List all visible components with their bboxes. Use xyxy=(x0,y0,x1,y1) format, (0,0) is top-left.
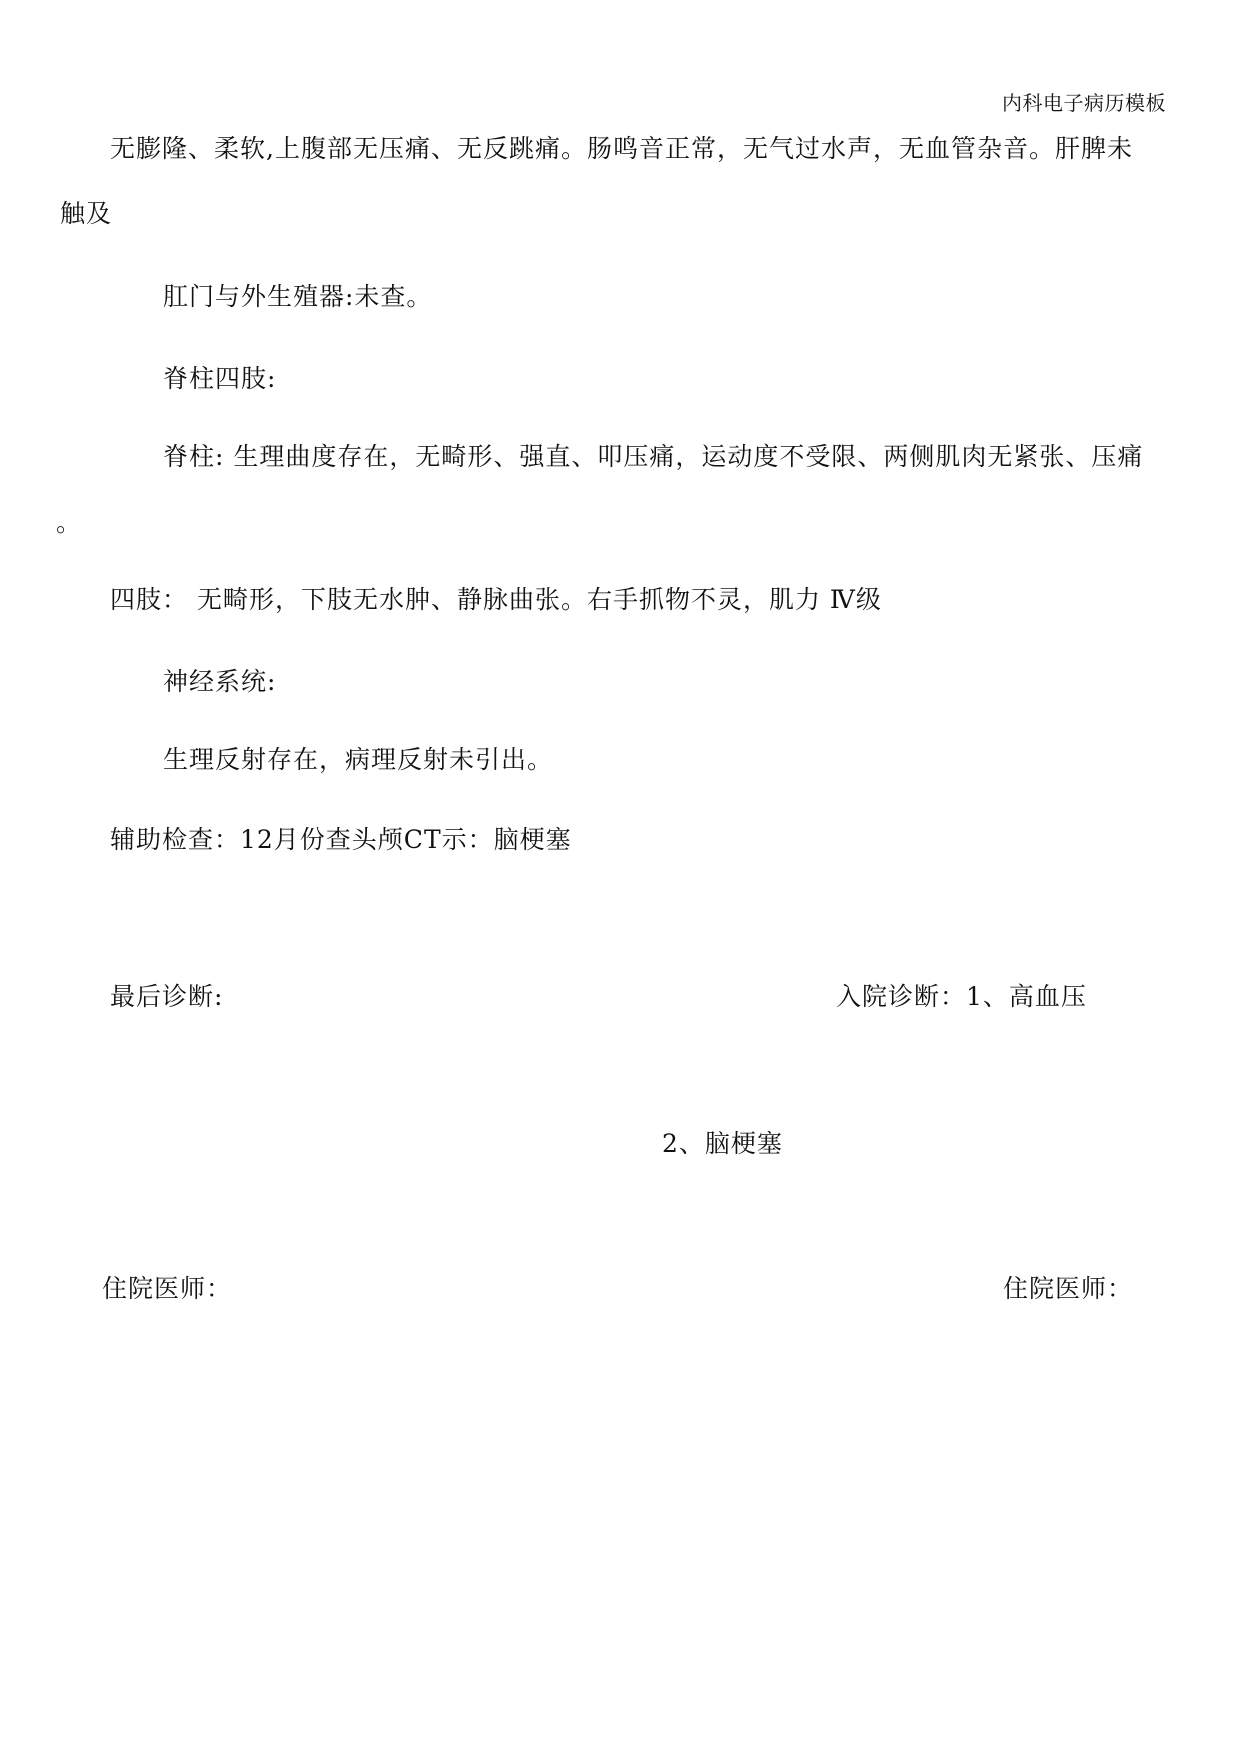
resident-physician-signature-right: 住院医师： xyxy=(1003,1274,1134,1303)
anus-genitals-exam: 肛门与外生殖器:未查。 xyxy=(163,282,433,311)
admission-diagnosis-item-2: 2、脑梗塞 xyxy=(662,1129,783,1158)
spine-exam-line-2: 。 xyxy=(56,508,83,537)
admission-diagnosis-item-1: 入院诊断：1、高血压 xyxy=(836,982,1087,1011)
resident-physician-signature-left: 住院医师： xyxy=(102,1274,233,1303)
nervous-system-heading: 神经系统: xyxy=(163,667,277,696)
abdomen-exam-line-1: 无膨隆、柔软,上腹部无压痛、无反跳痛。肠鸣音正常，无气过水声，无血管杂音。肝脾未 xyxy=(110,134,1133,163)
limbs-exam: 四肢： 无畸形，下肢无水肿、静脉曲张。右手抓物不灵，肌力 Ⅳ级 xyxy=(110,585,882,614)
reflexes-exam: 生理反射存在，病理反射未引出。 xyxy=(163,745,554,774)
abdomen-exam-line-2: 触及 xyxy=(60,199,113,228)
spine-limbs-heading: 脊柱四肢: xyxy=(163,364,277,393)
page-header-title: 内科电子病历模板 xyxy=(1002,91,1166,115)
auxiliary-exam: 辅助检查：12月份查头颅CT示：脑梗塞 xyxy=(110,825,572,854)
spine-exam-line-1: 脊柱: 生理曲度存在，无畸形、强直、叩压痛，运动度不受限、两侧肌肉无紧张、压痛 xyxy=(163,442,1144,471)
final-diagnosis-label: 最后诊断: xyxy=(110,982,224,1011)
